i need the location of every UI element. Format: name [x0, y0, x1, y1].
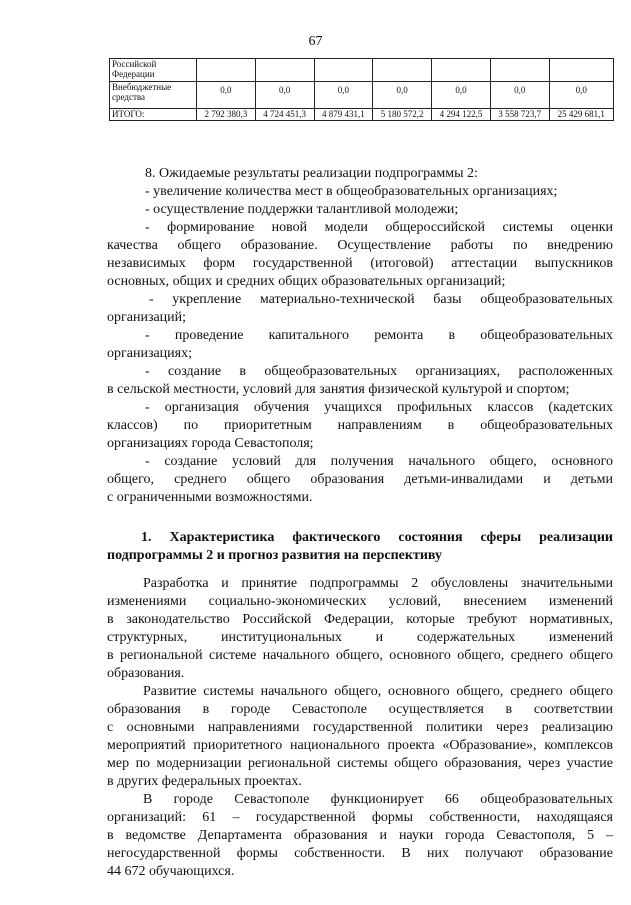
paragraph-line: организаций: 61 – государственной формы собственности, находящаяся	[107, 810, 613, 825]
paragraph-line: изменениями социально-экономических условий, внесением изменений	[107, 594, 613, 609]
table-cell: 4 294 122,5	[432, 109, 491, 121]
paragraph-line: 44 672 обучающихся.	[107, 864, 235, 879]
section-heading: 1. Характеристика фактического состояния сферы реализации	[141, 530, 613, 545]
paragraph-line: структурных, институциональных и содержательных изменений	[107, 630, 613, 645]
table-cell: 0,0	[197, 82, 256, 109]
list-item-continuation: общего, среднего общего образования детьми-инвалидами и детьми	[107, 472, 613, 487]
table-cell: 0,0	[490, 82, 549, 109]
list-item-continuation: организаций;	[107, 310, 187, 325]
table-cell: 2 792 380,3	[197, 109, 256, 121]
table-cell	[197, 59, 256, 82]
paragraph-line: мер по модернизации региональной системы общего образования, через участие	[107, 756, 613, 771]
table-cell: 0,0	[255, 82, 314, 109]
table-cell: 5 180 572,2	[373, 109, 432, 121]
list-item: - увеличение количества мест в общеобразовательных организациях;	[145, 184, 558, 199]
table-cell: 3 558 723,7	[490, 109, 549, 121]
paragraph-line: В городе Севастополе функционирует 66 общеобразовательных	[143, 792, 613, 807]
table-row	[110, 82, 614, 109]
list-item-continuation: основных, общих и средних общих образовательных организаций;	[107, 274, 506, 289]
row-label: Внебюджетные средства	[110, 82, 197, 109]
section-heading: подпрограммы 2 и прогноз развития на перспективу	[107, 548, 442, 563]
paragraph-line: в законодательство Российской Федерации, которые требуют нормативных,	[107, 612, 613, 627]
table-cell: 0,0	[432, 82, 491, 109]
list-item: - организация обучения учащихся профильных классов (кадетских	[145, 400, 613, 415]
list-item: - осуществление поддержки талантливой молодежи;	[145, 202, 459, 217]
paragraph-line: с основными направлениями государственной политики через реализацию	[107, 720, 613, 735]
list-item-continuation: классов) по приоритетным направлениям в общеобразовательных	[107, 418, 613, 433]
row-label: ИТОГО:	[110, 109, 197, 121]
table-cell: 4 724 451,3	[255, 109, 314, 121]
table-cell	[373, 59, 432, 82]
table-cell: 0,0	[314, 82, 373, 109]
table-cell: 4 879 431,1	[314, 109, 373, 121]
paragraph-line: Разработка и принятие подпрограммы 2 обусловлены значительными	[143, 576, 613, 591]
spacer	[107, 507, 613, 529]
table-cell	[490, 59, 549, 82]
table-row	[110, 59, 614, 82]
table-cell: 0,0	[549, 82, 613, 109]
table-cell	[549, 59, 613, 82]
paragraph-line: в ведомстве Департамента образования и науки города Севастополя, 5 –	[107, 828, 613, 843]
table-cell	[314, 59, 373, 82]
list-item-continuation: организациях;	[107, 346, 192, 361]
paragraph-line: образования в городе Севастополе осуществляется в соответствии	[107, 702, 613, 717]
list-item: - укрепление материально-технической базы общеобразовательных	[149, 292, 613, 307]
table-row	[110, 109, 614, 121]
list-item: - создание условий для получения начального общего, основного	[145, 454, 613, 469]
paragraph-line: негосударственной формы собственности. В них получают образование	[107, 846, 613, 861]
table-cell: 0,0	[373, 82, 432, 109]
paragraph-line: Развитие системы начального общего, основного общего, среднего общего	[143, 684, 613, 699]
table-cell: 25 429 681,1	[549, 109, 613, 121]
list-item-continuation: в сельской местности, условий для занятия физической культурой и спортом;	[107, 382, 570, 397]
list-item-continuation: качества общего образование. Осуществление работы по внедрению	[107, 238, 613, 253]
paragraph-line: образования.	[107, 666, 185, 681]
list-item-continuation: организациях города Севастополя;	[107, 436, 314, 451]
row-label: Российской Федерации	[110, 59, 197, 82]
list-item-continuation: независимых форм государственной (итоговой) аттестации выпускников	[107, 256, 613, 271]
table-cell	[432, 59, 491, 82]
page-number: 67	[308, 34, 323, 49]
paragraph-line: в региональной системе начального общего, основного общего, среднего общего	[107, 648, 613, 663]
section-title: 8. Ожидаемые результаты реализации подпрограммы 2:	[145, 166, 478, 181]
list-item-continuation: с ограниченными возможностями.	[107, 490, 313, 505]
list-item: - создание в общеобразовательных организациях, расположенных	[145, 364, 613, 379]
paragraph-line: в других федеральных проектах.	[107, 774, 302, 789]
table-cell	[255, 59, 314, 82]
budget-table	[109, 58, 614, 121]
section-8	[107, 165, 613, 881]
spacer	[107, 565, 613, 575]
paragraph-line: мероприятий приоритетного национального проекта «Образование», комплексов	[107, 738, 613, 753]
list-item: - формирование новой модели общероссийской системы оценки	[145, 220, 613, 235]
list-item: - проведение капитального ремонта в общеобразовательных	[145, 328, 613, 343]
